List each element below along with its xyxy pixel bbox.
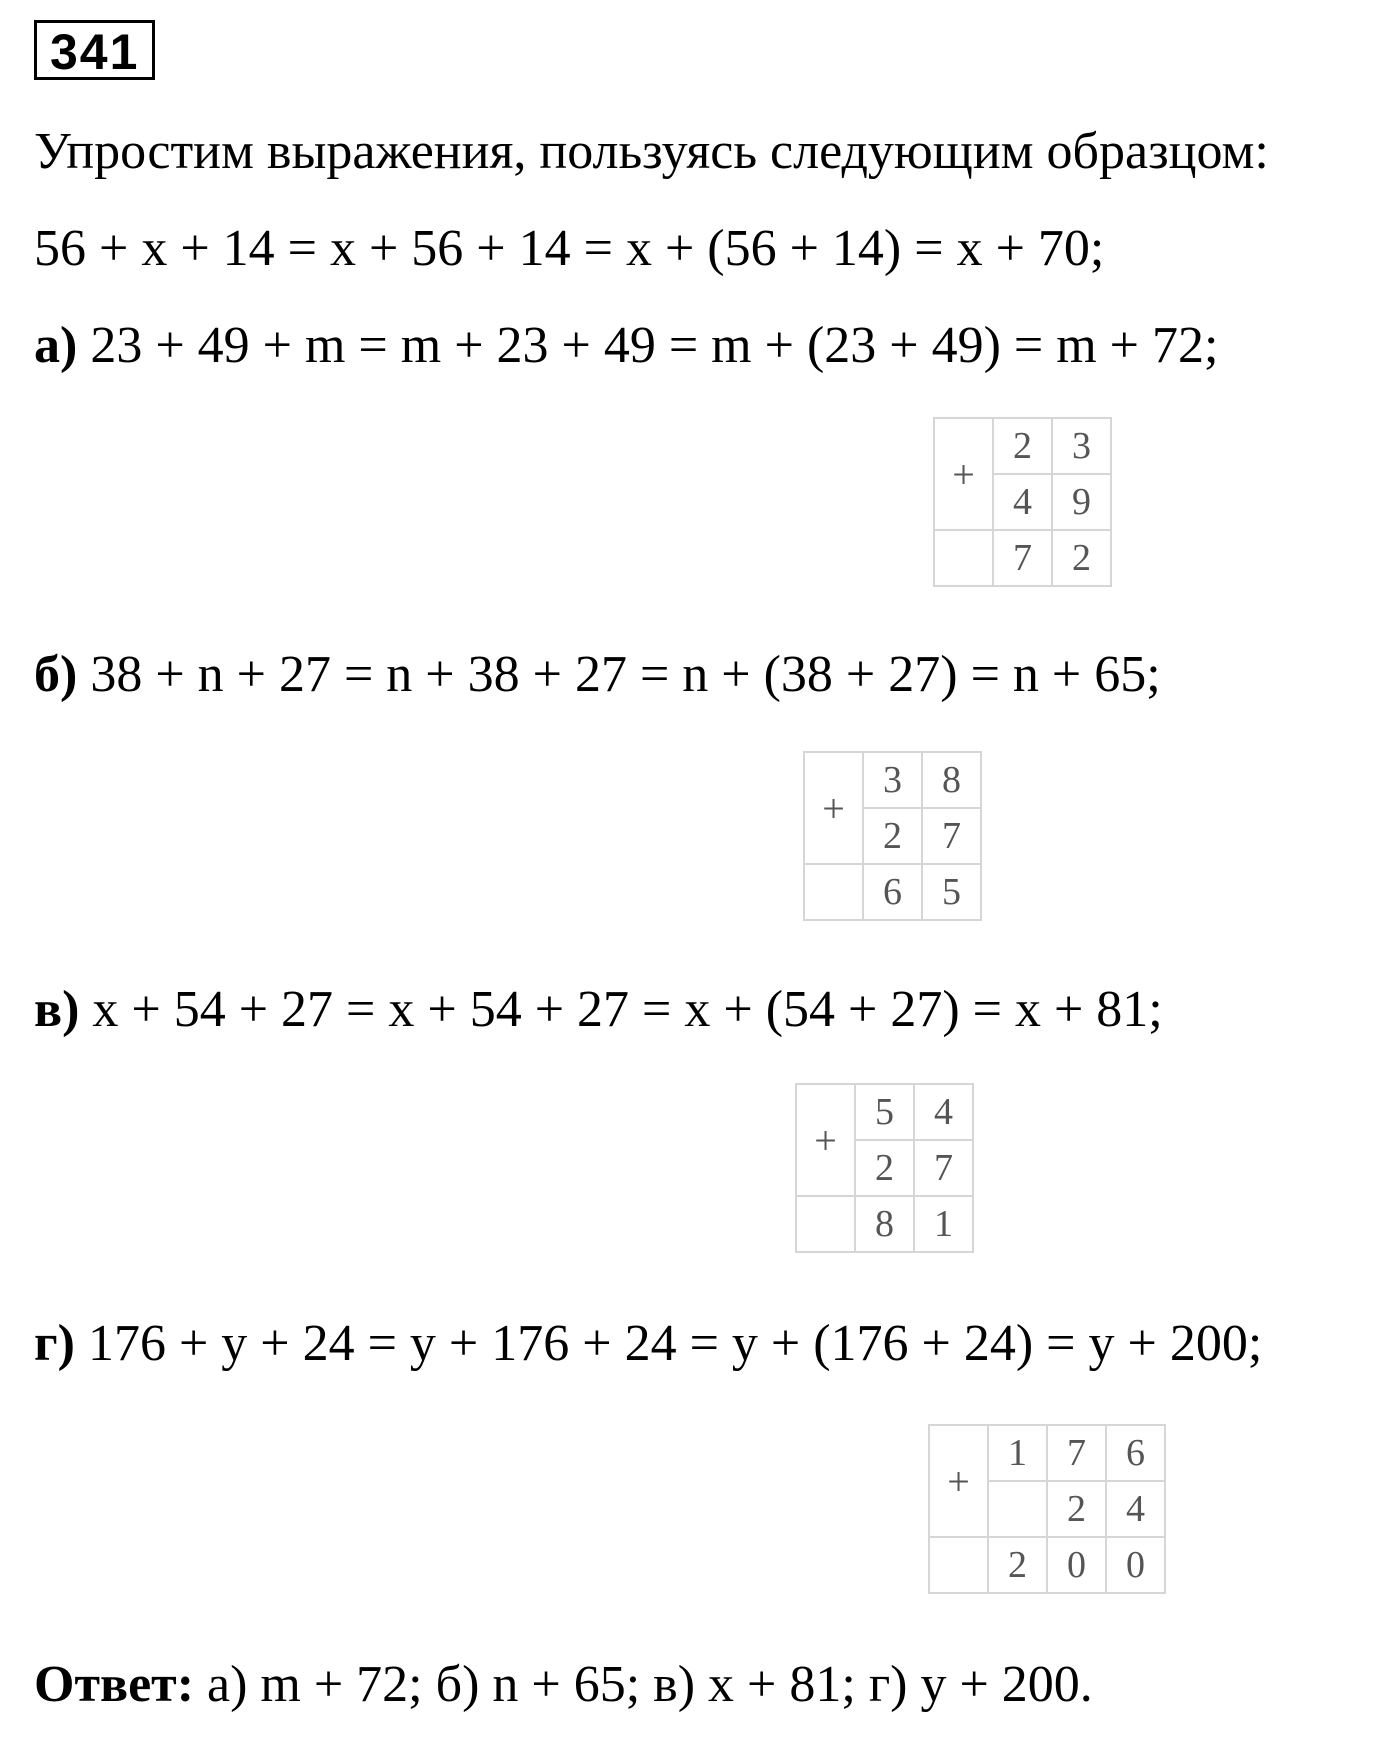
answer-label: Ответ: [34,1656,195,1713]
example-expression: 56 + x + 14 = x + 56 + 14 = x + (56 + 14) = x + 70; [34,220,1105,277]
answer-line [34,1655,1093,1715]
empty-cell [796,1196,855,1252]
result-digit-cell: 7 [993,530,1052,586]
part-a-label: а) [34,317,78,374]
digit-cell: 4 [993,474,1052,530]
result-digit-cell: 8 [855,1196,914,1252]
plus-sign: + [929,1425,988,1537]
part-c-column-addition [795,1083,974,1253]
part-d-label: г) [34,1315,75,1372]
empty-cell [804,864,863,920]
answer-text: а) m + 72; б) n + 65; в) x + 81; г) y + 200. [194,1656,1093,1713]
digit-cell: 4 [914,1084,973,1140]
problem-number: 341 [34,20,155,80]
digit-cell: 7 [914,1140,973,1196]
digit-cell: 1 [988,1425,1047,1481]
digit-cell: 8 [922,752,981,808]
part-c-line [34,980,1163,1040]
digit-cell: 7 [922,808,981,864]
digit-cell: 3 [1052,418,1111,474]
digit-cell: 5 [855,1084,914,1140]
plus-sign: + [796,1084,855,1196]
part-a-expression: 23 + 49 + m = m + 23 + 49 = m + (23 + 49) = m + 72; [77,317,1219,374]
digit-cell: 2 [855,1140,914,1196]
digit-cell: 2 [1047,1481,1106,1537]
digit-cell: 4 [1106,1481,1165,1537]
digit-cell [988,1481,1047,1537]
result-digit-cell: 0 [1047,1537,1106,1593]
result-digit-cell: 1 [914,1196,973,1252]
result-digit-cell: 2 [988,1537,1047,1593]
part-c-expression: x + 54 + 27 = x + 54 + 27 = x + (54 + 27) = x + 81; [79,981,1163,1038]
result-digit-cell: 2 [1052,530,1111,586]
instruction-text: Упростим выражения, пользуясь следующим образцом: [34,123,1269,180]
plus-sign: + [934,418,993,530]
part-a-column-addition [933,417,1112,587]
digit-cell: 3 [863,752,922,808]
empty-cell [929,1537,988,1593]
part-b-expression: 38 + n + 27 = n + 38 + 27 = n + (38 + 27) = n + 65; [77,646,1161,703]
digit-cell: 7 [1047,1425,1106,1481]
digit-cell: 2 [993,418,1052,474]
part-d-expression: 176 + y + 24 = y + 176 + 24 = y + (176 + 24) = y + 200; [74,1315,1263,1372]
plus-sign: + [804,752,863,864]
empty-cell [934,530,993,586]
digit-cell: 9 [1052,474,1111,530]
result-digit-cell: 5 [922,864,981,920]
digit-cell: 2 [863,808,922,864]
part-d-column-addition [928,1424,1166,1594]
part-d-line [34,1314,1262,1374]
part-b-label: б) [34,646,78,703]
part-a-line [34,316,1218,376]
part-b-column-addition [803,751,982,921]
result-digit-cell: 6 [863,864,922,920]
part-c-label: в) [34,981,80,1038]
result-digit-cell: 0 [1106,1537,1165,1593]
digit-cell: 6 [1106,1425,1165,1481]
part-b-line [34,645,1161,705]
